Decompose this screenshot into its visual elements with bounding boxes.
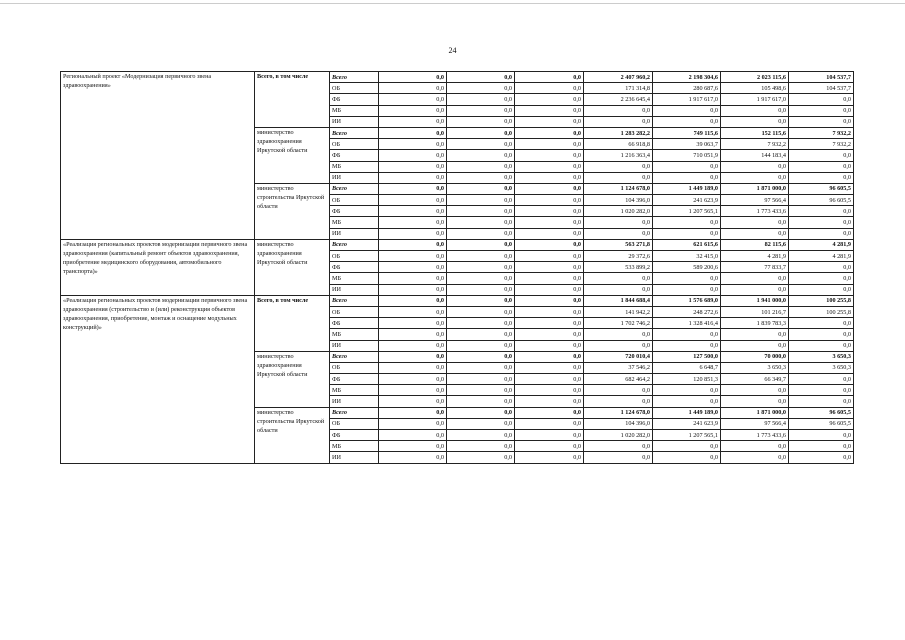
amount-cell: 0,0 [515, 318, 584, 329]
amount-cell: 0,0 [379, 284, 447, 295]
amount-cell: 0,0 [379, 262, 447, 273]
amount-cell: 0,0 [379, 127, 447, 138]
amount-cell: 0,0 [379, 452, 447, 463]
amount-cell: 0,0 [515, 127, 584, 138]
amount-cell: 0,0 [584, 329, 653, 340]
funding-source-cell: ФБ [330, 430, 379, 441]
executor-cell: министерство строительства Иркутской области [255, 183, 330, 239]
amount-cell: 0,0 [379, 139, 447, 150]
amount-cell: 3 650,3 [721, 362, 789, 373]
amount-cell: 0,0 [515, 150, 584, 161]
funding-source-cell: Всего [330, 72, 379, 83]
funding-source-cell: ФБ [330, 374, 379, 385]
amount-cell: 0,0 [379, 83, 447, 94]
amount-cell: 100 255,8 [789, 295, 854, 306]
amount-cell: 0,0 [789, 217, 854, 228]
amount-cell: 0,0 [447, 396, 515, 407]
amount-cell: 96 605,5 [789, 407, 854, 418]
amount-cell: 104 537,7 [789, 72, 854, 83]
amount-cell: 0,0 [584, 385, 653, 396]
amount-cell: 1 773 433,6 [721, 206, 789, 217]
amount-cell: 1 216 363,4 [584, 150, 653, 161]
amount-cell: 0,0 [379, 273, 447, 284]
amount-cell: 0,0 [789, 452, 854, 463]
amount-cell: 96 605,5 [789, 418, 854, 429]
amount-cell: 0,0 [447, 139, 515, 150]
amount-cell: 105 498,6 [721, 83, 789, 94]
amount-cell: 710 051,9 [653, 150, 721, 161]
amount-cell: 4 281,9 [789, 239, 854, 250]
amount-cell: 0,0 [515, 217, 584, 228]
amount-cell: 0,0 [584, 284, 653, 295]
amount-cell: 1 207 565,1 [653, 206, 721, 217]
executor-cell: Всего, в том числе [255, 72, 330, 128]
amount-cell: 0,0 [447, 385, 515, 396]
amount-cell: 0,0 [379, 150, 447, 161]
amount-cell: 533 899,2 [584, 262, 653, 273]
funding-source-cell: Всего [330, 351, 379, 362]
amount-cell: 0,0 [515, 441, 584, 452]
amount-cell: 563 271,8 [584, 239, 653, 250]
amount-cell: 0,0 [584, 452, 653, 463]
amount-cell: 0,0 [447, 183, 515, 194]
amount-cell: 0,0 [379, 407, 447, 418]
amount-cell: 0,0 [447, 83, 515, 94]
amount-cell: 0,0 [515, 340, 584, 351]
amount-cell: 144 183,4 [721, 150, 789, 161]
amount-cell: 0,0 [447, 262, 515, 273]
funding-source-cell: МБ [330, 161, 379, 172]
amount-cell: 0,0 [653, 284, 721, 295]
amount-cell: 0,0 [515, 172, 584, 183]
amount-cell: 0,0 [447, 374, 515, 385]
amount-cell: 0,0 [447, 161, 515, 172]
amount-cell: 0,0 [653, 105, 721, 116]
amount-cell: 0,0 [721, 385, 789, 396]
funding-source-cell: ИИ [330, 228, 379, 239]
amount-cell: 7 932,2 [789, 139, 854, 150]
funding-source-cell: ОБ [330, 306, 379, 317]
amount-cell: 0,0 [789, 262, 854, 273]
amount-cell: 0,0 [379, 306, 447, 317]
amount-cell: 0,0 [379, 217, 447, 228]
funding-source-cell: МБ [330, 105, 379, 116]
funding-source-cell: ОБ [330, 251, 379, 262]
amount-cell: 171 314,8 [584, 83, 653, 94]
amount-cell: 0,0 [379, 430, 447, 441]
budget-table-body [61, 72, 854, 464]
amount-cell: 0,0 [379, 251, 447, 262]
amount-cell: 141 942,2 [584, 306, 653, 317]
amount-cell: 0,0 [379, 295, 447, 306]
amount-cell: 0,0 [789, 273, 854, 284]
amount-cell: 0,0 [515, 105, 584, 116]
amount-cell: 0,0 [515, 139, 584, 150]
amount-cell: 248 272,6 [653, 306, 721, 317]
amount-cell: 0,0 [379, 72, 447, 83]
amount-cell: 0,0 [789, 441, 854, 452]
amount-cell: 0,0 [584, 172, 653, 183]
project-name-cell: «Реализация региональных проектов модернизации первичного звена здравоохранения (капитальный ремонт объектов здравоохранения, приобретение медицинского оборудования, автомобильного транспорта)» [61, 239, 255, 295]
amount-cell: 0,0 [515, 228, 584, 239]
amount-cell: 0,0 [653, 217, 721, 228]
amount-cell: 0,0 [515, 430, 584, 441]
amount-cell: 0,0 [515, 418, 584, 429]
amount-cell: 1 124 678,0 [584, 407, 653, 418]
amount-cell: 0,0 [379, 396, 447, 407]
amount-cell: 0,0 [515, 273, 584, 284]
amount-cell: 0,0 [447, 295, 515, 306]
amount-cell: 0,0 [447, 318, 515, 329]
amount-cell: 0,0 [584, 228, 653, 239]
amount-cell: 0,0 [584, 340, 653, 351]
project-name-cell: Региональный проект «Модернизация первичного звена здравоохранения» [61, 72, 255, 240]
amount-cell: 1 576 689,0 [653, 295, 721, 306]
amount-cell: 0,0 [447, 251, 515, 262]
amount-cell: 0,0 [653, 329, 721, 340]
amount-cell: 0,0 [515, 83, 584, 94]
amount-cell: 0,0 [379, 116, 447, 127]
funding-source-cell: ИИ [330, 172, 379, 183]
funding-source-cell: ОБ [330, 83, 379, 94]
page-number: 24 [448, 46, 457, 55]
amount-cell: 1 283 282,2 [584, 127, 653, 138]
amount-cell: 1 020 282,0 [584, 430, 653, 441]
amount-cell: 77 833,7 [721, 262, 789, 273]
amount-cell: 2 198 304,6 [653, 72, 721, 83]
amount-cell: 82 115,6 [721, 239, 789, 250]
amount-cell: 7 932,2 [721, 139, 789, 150]
amount-cell: 0,0 [789, 284, 854, 295]
funding-source-cell: Всего [330, 295, 379, 306]
amount-cell: 0,0 [789, 396, 854, 407]
amount-cell: 0,0 [447, 340, 515, 351]
amount-cell: 0,0 [653, 161, 721, 172]
funding-source-cell: ОБ [330, 195, 379, 206]
amount-cell: 100 255,8 [789, 306, 854, 317]
amount-cell: 0,0 [379, 239, 447, 250]
amount-cell: 0,0 [447, 362, 515, 373]
amount-cell: 1 449 189,0 [653, 183, 721, 194]
executor-cell: министерство строительства Иркутской области [255, 407, 330, 463]
amount-cell: 1 449 189,0 [653, 407, 721, 418]
amount-cell: 0,0 [789, 385, 854, 396]
funding-source-cell: МБ [330, 385, 379, 396]
amount-cell: 0,0 [515, 351, 584, 362]
amount-cell: 0,0 [447, 195, 515, 206]
amount-cell: 0,0 [447, 430, 515, 441]
amount-cell: 0,0 [653, 396, 721, 407]
amount-cell: 0,0 [447, 273, 515, 284]
amount-cell: 1 773 433,6 [721, 430, 789, 441]
amount-cell: 0,0 [447, 72, 515, 83]
amount-cell: 0,0 [515, 284, 584, 295]
amount-cell: 0,0 [447, 452, 515, 463]
amount-cell: 0,0 [447, 239, 515, 250]
amount-cell: 0,0 [721, 116, 789, 127]
funding-source-cell: ИИ [330, 452, 379, 463]
amount-cell: 0,0 [721, 340, 789, 351]
amount-cell: 0,0 [515, 306, 584, 317]
amount-cell: 0,0 [515, 452, 584, 463]
executor-cell: министерство здравоохранения Иркутской области [255, 239, 330, 295]
amount-cell: 0,0 [721, 105, 789, 116]
amount-cell: 104 396,0 [584, 418, 653, 429]
scan-edge-line [0, 3, 905, 4]
amount-cell: 2 407 960,2 [584, 72, 653, 83]
amount-cell: 0,0 [515, 407, 584, 418]
amount-cell: 1 917 617,0 [721, 94, 789, 105]
amount-cell: 0,0 [584, 273, 653, 284]
executor-cell: министерство здравоохранения Иркутской области [255, 127, 330, 183]
amount-cell: 0,0 [447, 127, 515, 138]
amount-cell: 0,0 [447, 407, 515, 418]
amount-cell: 0,0 [515, 195, 584, 206]
amount-cell: 0,0 [789, 116, 854, 127]
amount-cell: 1 207 565,1 [653, 430, 721, 441]
amount-cell: 4 281,9 [721, 251, 789, 262]
amount-cell: 2 023 115,6 [721, 72, 789, 83]
budget-table [60, 71, 854, 464]
funding-source-cell: МБ [330, 217, 379, 228]
amount-cell: 66 918,8 [584, 139, 653, 150]
amount-cell: 0,0 [379, 340, 447, 351]
amount-cell: 0,0 [515, 251, 584, 262]
amount-cell: 1 941 000,0 [721, 295, 789, 306]
amount-cell: 0,0 [789, 374, 854, 385]
amount-cell: 1 839 783,3 [721, 318, 789, 329]
amount-cell: 0,0 [584, 441, 653, 452]
amount-cell: 0,0 [653, 441, 721, 452]
amount-cell: 0,0 [789, 150, 854, 161]
amount-cell: 0,0 [653, 172, 721, 183]
amount-cell: 720 010,4 [584, 351, 653, 362]
amount-cell: 0,0 [721, 441, 789, 452]
amount-cell: 0,0 [653, 273, 721, 284]
project-name-cell: «Реализация региональных проектов модернизации первичного звена здравоохранения (строительство и (или) реконструкция объектов здравоохранения, приобретение, монтаж и оснащение модульных конструкций)» [61, 295, 255, 463]
amount-cell: 104 396,0 [584, 195, 653, 206]
amount-cell: 3 650,3 [789, 362, 854, 373]
amount-cell: 0,0 [721, 217, 789, 228]
amount-cell: 66 349,7 [721, 374, 789, 385]
amount-cell: 0,0 [379, 441, 447, 452]
amount-cell: 0,0 [789, 329, 854, 340]
funding-source-cell: ОБ [330, 418, 379, 429]
amount-cell: 0,0 [721, 284, 789, 295]
funding-source-cell: Всего [330, 407, 379, 418]
amount-cell: 0,0 [721, 396, 789, 407]
funding-source-cell: ФБ [330, 318, 379, 329]
amount-cell: 0,0 [653, 452, 721, 463]
amount-cell: 0,0 [379, 206, 447, 217]
executor-cell: Всего, в том числе [255, 295, 330, 351]
funding-source-cell: ФБ [330, 206, 379, 217]
funding-source-cell: ИИ [330, 396, 379, 407]
amount-cell: 0,0 [515, 94, 584, 105]
funding-source-cell: Всего [330, 239, 379, 250]
amount-cell: 0,0 [584, 116, 653, 127]
amount-cell: 0,0 [515, 239, 584, 250]
amount-cell: 621 615,6 [653, 239, 721, 250]
amount-cell: 6 648,7 [653, 362, 721, 373]
amount-cell: 96 605,5 [789, 195, 854, 206]
amount-cell: 120 851,3 [653, 374, 721, 385]
amount-cell: 0,0 [515, 329, 584, 340]
amount-cell: 0,0 [379, 385, 447, 396]
funding-source-cell: ИИ [330, 340, 379, 351]
amount-cell: 1 020 282,0 [584, 206, 653, 217]
amount-cell: 101 216,7 [721, 306, 789, 317]
table-row [61, 72, 854, 83]
table-row [61, 295, 854, 306]
amount-cell: 2 236 645,4 [584, 94, 653, 105]
amount-cell: 0,0 [515, 262, 584, 273]
amount-cell: 749 115,6 [653, 127, 721, 138]
amount-cell: 0,0 [447, 306, 515, 317]
amount-cell: 280 687,6 [653, 83, 721, 94]
amount-cell: 0,0 [789, 94, 854, 105]
amount-cell: 0,0 [447, 94, 515, 105]
amount-cell: 0,0 [584, 217, 653, 228]
amount-cell: 0,0 [789, 206, 854, 217]
funding-source-cell: МБ [330, 273, 379, 284]
amount-cell: 70 000,0 [721, 351, 789, 362]
amount-cell: 32 415,0 [653, 251, 721, 262]
amount-cell: 0,0 [584, 161, 653, 172]
amount-cell: 0,0 [721, 452, 789, 463]
amount-cell: 0,0 [789, 318, 854, 329]
amount-cell: 0,0 [653, 116, 721, 127]
amount-cell: 0,0 [447, 418, 515, 429]
amount-cell: 127 500,0 [653, 351, 721, 362]
amount-cell: 0,0 [379, 105, 447, 116]
amount-cell: 0,0 [789, 340, 854, 351]
amount-cell: 0,0 [515, 116, 584, 127]
amount-cell: 0,0 [653, 228, 721, 239]
table-row [61, 239, 854, 250]
amount-cell: 0,0 [515, 72, 584, 83]
amount-cell: 96 605,5 [789, 183, 854, 194]
funding-source-cell: МБ [330, 329, 379, 340]
amount-cell: 682 464,2 [584, 374, 653, 385]
funding-source-cell: Всего [330, 127, 379, 138]
amount-cell: 0,0 [447, 150, 515, 161]
amount-cell: 0,0 [721, 228, 789, 239]
funding-source-cell: ОБ [330, 139, 379, 150]
amount-cell: 0,0 [447, 284, 515, 295]
amount-cell: 0,0 [447, 116, 515, 127]
amount-cell: 0,0 [789, 105, 854, 116]
amount-cell: 39 063,7 [653, 139, 721, 150]
amount-cell: 0,0 [789, 172, 854, 183]
amount-cell: 0,0 [653, 340, 721, 351]
amount-cell: 0,0 [789, 228, 854, 239]
amount-cell: 0,0 [379, 183, 447, 194]
amount-cell: 1 871 000,0 [721, 183, 789, 194]
amount-cell: 97 566,4 [721, 418, 789, 429]
amount-cell: 1 917 617,0 [653, 94, 721, 105]
amount-cell: 0,0 [515, 206, 584, 217]
amount-cell: 4 281,9 [789, 251, 854, 262]
amount-cell: 1 124 678,0 [584, 183, 653, 194]
amount-cell: 0,0 [584, 396, 653, 407]
amount-cell: 0,0 [515, 396, 584, 407]
funding-source-cell: МБ [330, 441, 379, 452]
amount-cell: 0,0 [379, 329, 447, 340]
amount-cell: 0,0 [515, 183, 584, 194]
amount-cell: 0,0 [721, 273, 789, 284]
amount-cell: 0,0 [789, 161, 854, 172]
amount-cell: 1 328 416,4 [653, 318, 721, 329]
amount-cell: 0,0 [379, 228, 447, 239]
amount-cell: 0,0 [447, 172, 515, 183]
amount-cell: 1 871 000,0 [721, 407, 789, 418]
amount-cell: 0,0 [447, 217, 515, 228]
amount-cell: 0,0 [379, 172, 447, 183]
amount-cell: 104 537,7 [789, 83, 854, 94]
amount-cell: 0,0 [653, 385, 721, 396]
amount-cell: 0,0 [379, 94, 447, 105]
funding-source-cell: ФБ [330, 150, 379, 161]
amount-cell: 0,0 [447, 329, 515, 340]
funding-source-cell: ФБ [330, 94, 379, 105]
executor-cell: министерство здравоохранения Иркутской области [255, 351, 330, 407]
amount-cell: 0,0 [515, 362, 584, 373]
amount-cell: 0,0 [515, 161, 584, 172]
amount-cell: 589 200,6 [653, 262, 721, 273]
amount-cell: 1 702 746,2 [584, 318, 653, 329]
amount-cell: 0,0 [379, 351, 447, 362]
amount-cell: 0,0 [584, 105, 653, 116]
amount-cell: 0,0 [515, 385, 584, 396]
amount-cell: 1 844 688,4 [584, 295, 653, 306]
funding-source-cell: ФБ [330, 262, 379, 273]
amount-cell: 29 372,6 [584, 251, 653, 262]
amount-cell: 241 623,9 [653, 195, 721, 206]
amount-cell: 0,0 [721, 329, 789, 340]
amount-cell: 97 566,4 [721, 195, 789, 206]
amount-cell: 0,0 [447, 441, 515, 452]
amount-cell: 37 546,2 [584, 362, 653, 373]
amount-cell: 7 932,2 [789, 127, 854, 138]
funding-source-cell: ИИ [330, 284, 379, 295]
amount-cell: 0,0 [515, 295, 584, 306]
amount-cell: 241 623,9 [653, 418, 721, 429]
amount-cell: 0,0 [515, 374, 584, 385]
amount-cell: 0,0 [447, 351, 515, 362]
funding-source-cell: Всего [330, 183, 379, 194]
amount-cell: 0,0 [379, 418, 447, 429]
amount-cell: 0,0 [447, 228, 515, 239]
amount-cell: 0,0 [789, 430, 854, 441]
amount-cell: 0,0 [379, 161, 447, 172]
funding-source-cell: ИИ [330, 116, 379, 127]
amount-cell: 0,0 [721, 172, 789, 183]
amount-cell: 0,0 [379, 318, 447, 329]
amount-cell: 0,0 [379, 374, 447, 385]
amount-cell: 0,0 [379, 195, 447, 206]
amount-cell: 3 650,3 [789, 351, 854, 362]
amount-cell: 152 115,6 [721, 127, 789, 138]
amount-cell: 0,0 [379, 362, 447, 373]
amount-cell: 0,0 [721, 161, 789, 172]
amount-cell: 0,0 [447, 105, 515, 116]
funding-source-cell: ОБ [330, 362, 379, 373]
amount-cell: 0,0 [447, 206, 515, 217]
